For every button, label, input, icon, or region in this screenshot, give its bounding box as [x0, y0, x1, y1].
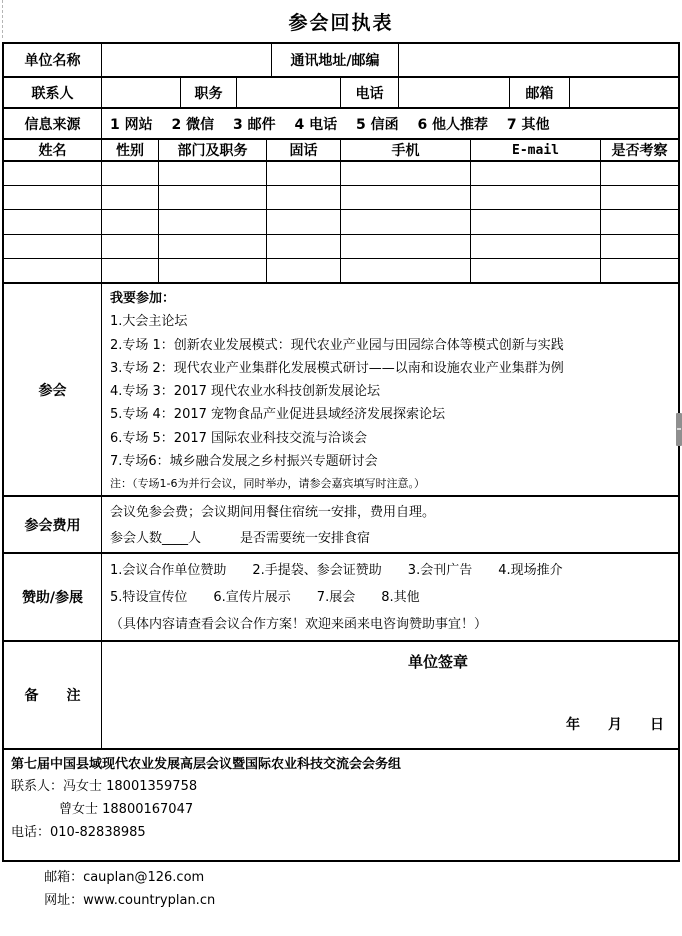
phone-field[interactable] [398, 78, 509, 107]
remarks-label: 备 注 [24, 688, 81, 704]
attendee-cell[interactable] [600, 235, 678, 258]
participation-section [4, 282, 678, 495]
attendee-cell[interactable] [266, 162, 340, 185]
attendee-cell[interactable] [266, 186, 340, 209]
attendee-cell[interactable] [600, 162, 678, 185]
header-inspection: 是否考察 [600, 140, 678, 160]
email-field[interactable] [569, 78, 678, 107]
footer-contact-2: 曾女士 18800167047 [59, 801, 194, 817]
unit-row [4, 44, 678, 76]
organizer-name: 第七届中国县域现代农业发展高层会议暨国际农业科技交流会会务组 [11, 757, 402, 772]
header-mobile: 手机 [340, 140, 470, 160]
participation-content [101, 284, 678, 495]
footer-website[interactable]: 网址：www.countryplan.cn [44, 892, 216, 908]
attendee-cell[interactable] [470, 162, 600, 185]
attendee-cell[interactable] [4, 259, 101, 282]
participation-option[interactable]: 3.专场 2：现代农业产业集群化发展模式研讨——以南和设施农业产业集群为例 [110, 360, 564, 376]
header-name: 姓名 [38, 143, 67, 159]
attendee-cell[interactable] [101, 235, 158, 258]
attendee-cell[interactable] [600, 186, 678, 209]
participation-heading: 我要参加： [110, 291, 176, 306]
sponsor-line-1[interactable]: 1.会议合作单位赞助 2.手提袋、参会证赞助 3.会刊广告 4.现场推介 [110, 563, 563, 578]
attendee-cell[interactable] [340, 186, 470, 209]
footer-email: 邮箱：cauplan@126.com [44, 870, 205, 886]
source-label: 信息来源 [24, 116, 81, 133]
header-gender: 性别 [101, 140, 158, 160]
participation-option[interactable]: 7.专场6：城乡融合发展之乡村振兴专题研讨会 [110, 454, 378, 470]
attendee-cell[interactable] [158, 186, 266, 209]
phone-label: 电话 [340, 78, 398, 107]
fee-content [101, 497, 678, 552]
attendee-cell[interactable] [158, 235, 266, 258]
fee-line-2[interactable]: 参会人数____人 是否需要统一安排食宿 [110, 531, 371, 546]
source-row [4, 107, 678, 138]
attendee-cell[interactable] [470, 259, 600, 282]
attendee-row [4, 162, 678, 185]
header-department: 部门及职务 [158, 140, 266, 160]
participation-option[interactable]: 6.专场 5：2017 国际农业科技交流与洽谈会 [110, 430, 368, 446]
attendee-cell[interactable] [470, 210, 600, 233]
header-landline: 固话 [266, 140, 340, 160]
attendee-cell[interactable] [158, 210, 266, 233]
source-options[interactable]: 1 网站 2 微信 3 邮件 4 电话 5 信函 6 他人推荐 7 其他 [101, 109, 678, 138]
footer-tel: 电话：010-82838985 [11, 824, 146, 840]
participation-label: 参会 [38, 382, 67, 399]
attendee-cell[interactable] [340, 162, 470, 185]
attendee-table-body [4, 160, 678, 282]
attendee-header-row [4, 138, 678, 160]
attendee-cell[interactable] [266, 235, 340, 258]
remarks-section [4, 640, 678, 748]
unit-name-label: 单位名称 [24, 53, 81, 69]
attendee-cell[interactable] [158, 259, 266, 282]
sponsor-line-2[interactable]: 5.特设宣传位 6.宣传片展示 7.展会 8.其他 [110, 590, 420, 605]
registration-form [2, 42, 680, 908]
attendee-cell[interactable] [4, 186, 101, 209]
participation-option[interactable]: 2.专场 1：创新农业发展模式：现代农业产业园与田园综合体等模式创新与实践 [110, 337, 564, 353]
attendee-cell[interactable] [340, 259, 470, 282]
attendee-row [4, 209, 678, 233]
attendee-cell[interactable] [158, 162, 266, 185]
contact-field[interactable] [101, 78, 180, 107]
sponsor-line-3: （具体内容请查看会议合作方案！欢迎来函来电咨询赞助事宜！） [110, 617, 488, 632]
attendee-cell[interactable] [340, 210, 470, 233]
participation-option[interactable]: 4.专场 3：2017 现代农业水科技创新发展论坛 [110, 384, 381, 400]
position-label: 职务 [180, 78, 236, 107]
attendee-cell[interactable] [4, 210, 101, 233]
address-field[interactable] [398, 44, 678, 76]
attendee-cell[interactable] [470, 235, 600, 258]
attendee-cell[interactable] [4, 235, 101, 258]
attendee-cell[interactable] [470, 186, 600, 209]
page-title: 参会回执表 [288, 12, 394, 34]
unit-name-field[interactable] [101, 44, 271, 76]
contact-row [4, 76, 678, 107]
attendee-row [4, 234, 678, 258]
sponsor-label: 赞助/参展 [21, 590, 84, 606]
header-email: E-mail [470, 140, 600, 160]
sponsor-content [101, 554, 678, 640]
unit-seal-label: 单位签章 [408, 653, 469, 671]
remarks-content[interactable] [101, 642, 678, 748]
address-label: 通讯地址/邮编 [271, 44, 398, 76]
attendee-cell[interactable] [340, 235, 470, 258]
attendee-cell[interactable] [266, 210, 340, 233]
fee-label: 参会费用 [24, 517, 81, 534]
attendee-row [4, 185, 678, 209]
sponsor-section [4, 552, 678, 640]
participation-note: 注：（专场1-6为并行会议，同时举办，请参会嘉宾填写时注意。） [110, 477, 425, 491]
organizer-footer [4, 748, 678, 908]
scrollbar-thumb[interactable] [676, 413, 682, 446]
fee-section [4, 495, 678, 552]
contact-label: 联系人 [31, 85, 74, 102]
position-field[interactable] [236, 78, 340, 107]
footer-email-web [11, 844, 670, 935]
email-label: 邮箱 [509, 78, 569, 107]
attendee-cell[interactable] [101, 259, 158, 282]
fee-line-1: 会议免参会费；会议期间用餐住宿统一安排，费用自理。 [110, 505, 436, 520]
attendee-cell[interactable] [4, 162, 101, 185]
attendee-cell[interactable] [600, 210, 678, 233]
footer-contact-1: 联系人：冯女士 18001359758 [11, 779, 198, 794]
date-label: 年 月 日 [566, 717, 664, 733]
attendee-cell[interactable] [600, 259, 678, 282]
participation-option[interactable]: 5.专场 4：2017 宠物食品产业促进县域经济发展探索论坛 [110, 407, 446, 423]
participation-option[interactable]: 1.大会主论坛 [110, 314, 188, 330]
attendee-cell[interactable] [266, 259, 340, 282]
attendee-row [4, 258, 678, 282]
attendee-cell[interactable] [101, 162, 158, 185]
attendee-cell[interactable] [101, 210, 158, 233]
attendee-cell[interactable] [101, 186, 158, 209]
